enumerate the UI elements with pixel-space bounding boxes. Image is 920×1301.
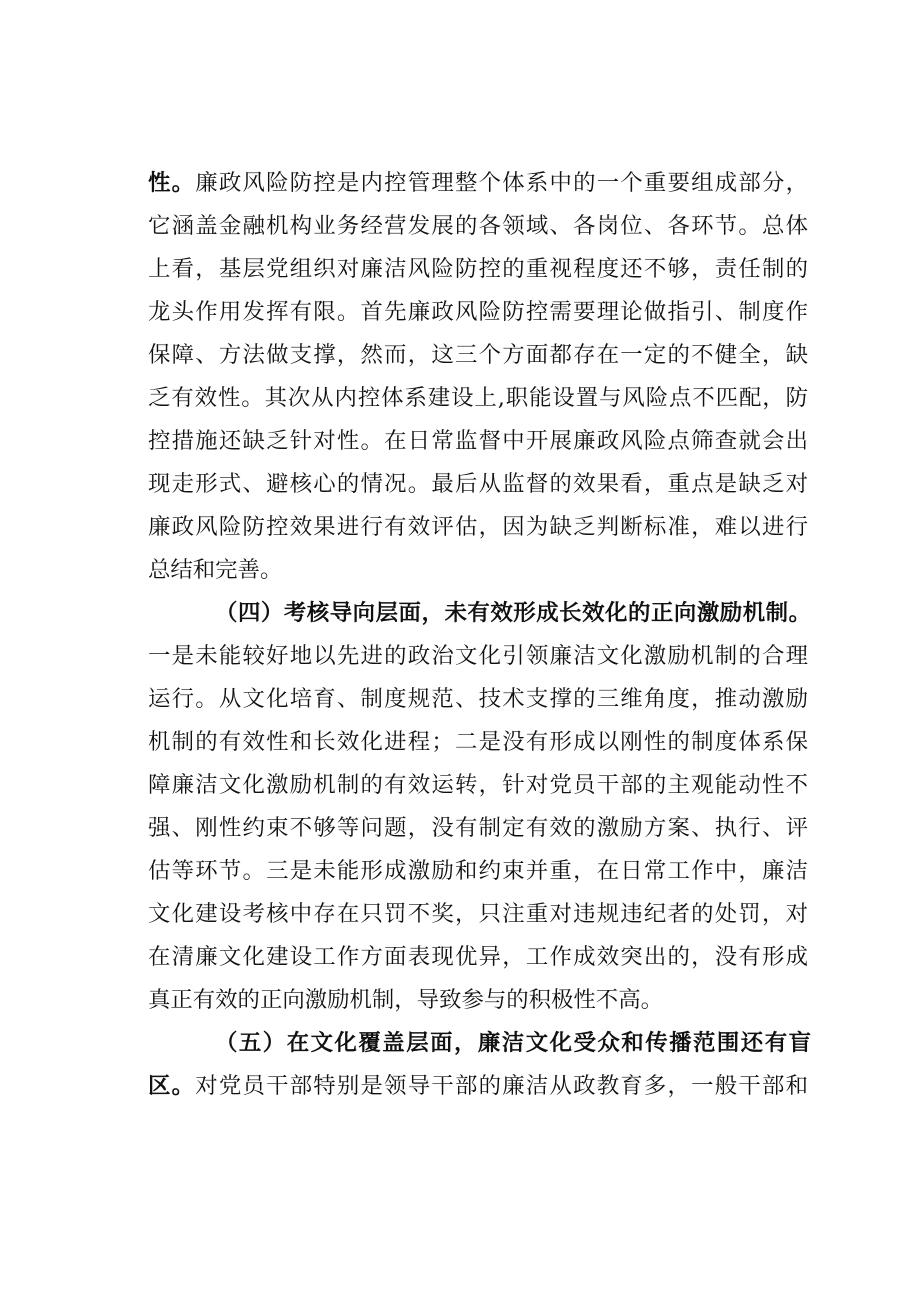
paragraph-line: 估等环节。三是未能形成激励和约束并重，在日常工作中，廉洁 <box>148 858 808 884</box>
paragraph-line: 在清廉文化建设工作方面表现优异，工作成效突出的，没有形成 <box>148 944 808 970</box>
paragraph-line: 文化建设考核中存在只罚不奖，只注重对违规违纪者的处罚，对 <box>148 901 808 927</box>
paragraph-line: 总结和完善。 <box>148 557 283 583</box>
line-text: 对党员干部特别是领导干部的廉洁从政教育多，一般干部和 <box>195 1073 809 1099</box>
bold-lead-text: 性。 <box>148 170 196 196</box>
section-heading: （五）在文化覆盖层面，廉洁文化受众和传播范围还有盲 <box>215 1030 811 1056</box>
paragraph-line: 乏有效性。其次从内控体系建设上,职能设置与风险点不匹配，防 <box>148 385 808 411</box>
paragraph-line: 它涵盖金融机构业务经营发展的各领域、各岗位、各环节。总体 <box>148 213 808 239</box>
paragraph-line <box>148 1071 808 1101</box>
paragraph-line: 一是未能较好地以先进的政治文化引领廉洁文化激励机制的合理 <box>148 643 808 669</box>
bold-lead-text: 区。 <box>148 1073 196 1099</box>
paragraph-line <box>148 168 808 198</box>
paragraph-line: 运行。从文化培育、制度规范、技术支撑的三维角度，推动激励 <box>148 686 808 712</box>
paragraph-line: 真正有效的正向激励机制，导致参与的积极性不高。 <box>148 987 663 1013</box>
paragraph-line: 上看，基层党组织对廉洁风险防控的重视程度还不够，责任制的 <box>148 256 808 282</box>
paragraph-line: 机制的有效性和长效化进程；二是没有形成以刚性的制度体系保 <box>148 729 808 755</box>
paragraph-line: 廉政风险防控效果进行有效评估，因为缺乏判断标准，难以进行 <box>148 514 808 540</box>
section-heading: （四）考核导向层面，未有效形成长效化的正向激励机制。 <box>215 600 811 626</box>
paragraph-line: 障廉洁文化激励机制的有效运转，针对党员干部的主观能动性不 <box>148 772 808 798</box>
paragraph-line: 控措施还缺乏针对性。在日常监督中开展廉政风险点筛查就会出 <box>148 428 808 454</box>
paragraph-line: 龙头作用发挥有限。首先廉政风险防控需要理论做指引、制度作 <box>148 299 808 325</box>
paragraph-line: 保障、方法做支撑，然而，这三个方面都存在一定的不健全，缺 <box>148 342 808 368</box>
line-text: 廉政风险防控是内控管理整个体系中的一个重要组成部分， <box>195 170 809 196</box>
paragraph-line: 强、刚性约束不够等问题，没有制定有效的激励方案、执行、评 <box>148 815 808 841</box>
paragraph-line: 现走形式、避核心的情况。最后从监督的效果看，重点是缺乏对 <box>148 471 808 497</box>
